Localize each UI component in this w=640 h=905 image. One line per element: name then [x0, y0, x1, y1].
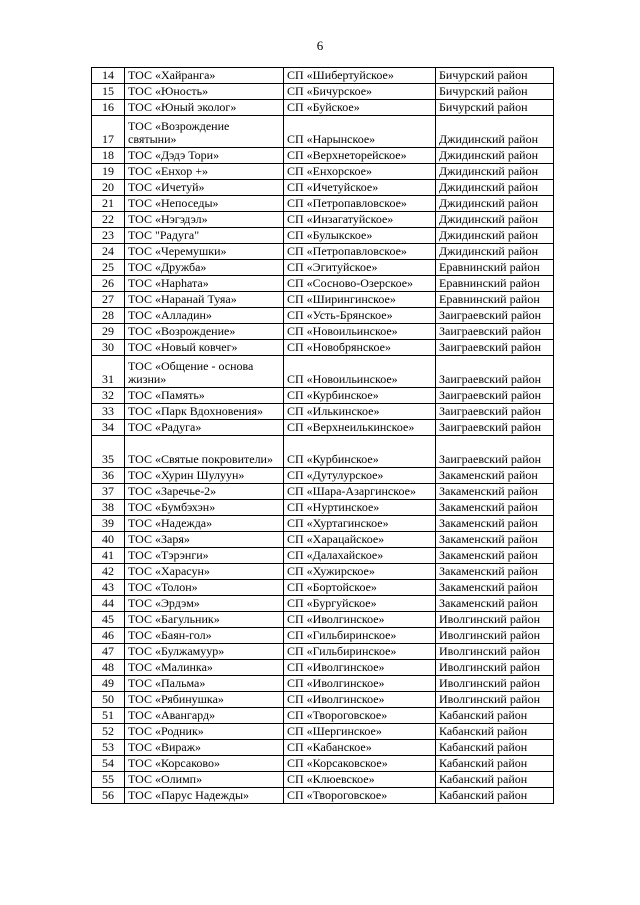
row-number-cell: 46: [92, 628, 125, 644]
district-cell: Заиграевский район: [436, 388, 554, 404]
district-cell: Еравнинский район: [436, 260, 554, 276]
row-number-cell: 34: [92, 420, 125, 436]
tos-name-cell: ТОС "Радуга": [125, 228, 284, 244]
settlement-cell: СП «Гильбиринское»: [284, 628, 436, 644]
district-cell: Закаменский район: [436, 548, 554, 564]
row-number-cell: 25: [92, 260, 125, 276]
table-row: [92, 484, 554, 500]
row-number-cell: 24: [92, 244, 125, 260]
district-cell: Закаменский район: [436, 532, 554, 548]
row-number-cell: 55: [92, 772, 125, 788]
tos-name-cell: ТОС «Юность»: [125, 84, 284, 100]
table-row: [92, 468, 554, 484]
table-row: [92, 292, 554, 308]
table-row: [92, 84, 554, 100]
settlement-cell: СП «Шибертуйское»: [284, 68, 436, 84]
settlement-cell: СП «Иволгинское»: [284, 612, 436, 628]
tos-name-cell: ТОС «Общение - основа жизни»: [125, 356, 284, 388]
row-number-cell: 50: [92, 692, 125, 708]
row-number-cell: 47: [92, 644, 125, 660]
row-number-cell: 36: [92, 468, 125, 484]
row-number-cell: 51: [92, 708, 125, 724]
table-row: [92, 340, 554, 356]
table-row: [92, 500, 554, 516]
row-number-cell: 29: [92, 324, 125, 340]
district-cell: Еравнинский район: [436, 292, 554, 308]
settlement-cell: СП «Булыкское»: [284, 228, 436, 244]
district-cell: Джидинский район: [436, 244, 554, 260]
tos-name-cell: ТОС «Дэдэ Тори»: [125, 148, 284, 164]
row-number-cell: 40: [92, 532, 125, 548]
district-cell: Иволгинский район: [436, 692, 554, 708]
tos-name-cell: ТОС «Рябинушка»: [125, 692, 284, 708]
tos-name-cell: ТОС «Наранай Туяа»: [125, 292, 284, 308]
row-number-cell: 30: [92, 340, 125, 356]
table-row: [92, 740, 554, 756]
row-number-cell: 42: [92, 564, 125, 580]
tos-name-cell: ТОС «Толон»: [125, 580, 284, 596]
row-number-cell: 44: [92, 596, 125, 612]
settlement-cell: СП «Бичурское»: [284, 84, 436, 100]
district-cell: Джидинский район: [436, 164, 554, 180]
settlement-cell: СП «Шара-Азаргинское»: [284, 484, 436, 500]
row-number-cell: 52: [92, 724, 125, 740]
table-row: [92, 532, 554, 548]
settlement-cell: СП «Усть-Брянское»: [284, 308, 436, 324]
district-cell: Кабанский район: [436, 772, 554, 788]
tos-name-cell: ТОС «Парк Вдохновения»: [125, 404, 284, 420]
row-number-cell: 35: [92, 436, 125, 468]
table-row: [92, 324, 554, 340]
settlement-cell: СП «Корсаковское»: [284, 756, 436, 772]
tos-name-cell: ТОС «Новый ковчег»: [125, 340, 284, 356]
settlement-cell: СП «Харацайское»: [284, 532, 436, 548]
tos-name-cell: ТОС «Булжамуур»: [125, 644, 284, 660]
settlement-cell: СП «Нарынское»: [284, 116, 436, 148]
table-row: [92, 644, 554, 660]
table-row: [92, 100, 554, 116]
district-cell: Заиграевский район: [436, 340, 554, 356]
row-number-cell: 28: [92, 308, 125, 324]
table-row: [92, 244, 554, 260]
tos-name-cell: ТОС «Енхор +»: [125, 164, 284, 180]
tos-name-cell: ТОС «Пальма»: [125, 676, 284, 692]
tos-name-cell: ТОС «Заречье-2»: [125, 484, 284, 500]
row-number-cell: 23: [92, 228, 125, 244]
tos-name-cell: ТОС «Надежда»: [125, 516, 284, 532]
settlement-cell: СП «Новоильинское»: [284, 324, 436, 340]
tos-name-cell: ТОС «Святые покровители»: [125, 436, 284, 468]
table-row: [92, 772, 554, 788]
tos-name-cell: ТОС «Юный эколог»: [125, 100, 284, 116]
row-number-cell: 21: [92, 196, 125, 212]
table-row: [92, 676, 554, 692]
table-row: [92, 516, 554, 532]
row-number-cell: 54: [92, 756, 125, 772]
settlement-cell: СП «Петропавловское»: [284, 244, 436, 260]
settlement-cell: СП «Кабанское»: [284, 740, 436, 756]
row-number-cell: 48: [92, 660, 125, 676]
settlement-cell: СП «Твороговское»: [284, 788, 436, 804]
district-cell: Бичурский район: [436, 100, 554, 116]
settlement-cell: СП «Шергинское»: [284, 724, 436, 740]
table-row: [92, 164, 554, 180]
settlement-cell: СП «Иволгинское»: [284, 660, 436, 676]
tos-name-cell: ТОС «Радуга»: [125, 420, 284, 436]
district-cell: Закаменский район: [436, 596, 554, 612]
tos-name-cell: ТОС «Память»: [125, 388, 284, 404]
table-row: [92, 68, 554, 84]
settlement-cell: СП «Енхорское»: [284, 164, 436, 180]
tos-name-cell: ТОС «Багульник»: [125, 612, 284, 628]
district-cell: Кабанский район: [436, 724, 554, 740]
table-row: [92, 612, 554, 628]
district-cell: Кабанский район: [436, 756, 554, 772]
tos-name-cell: ТОС «Родник»: [125, 724, 284, 740]
row-number-cell: 45: [92, 612, 125, 628]
settlement-cell: СП «Верхнеилькинское»: [284, 420, 436, 436]
settlement-cell: СП «Нуртинское»: [284, 500, 436, 516]
table-row: [92, 564, 554, 580]
tos-name-cell: ТОС «Нэгэдэл»: [125, 212, 284, 228]
table-row: [92, 116, 554, 148]
tos-name-cell: ТОС «Возрождение святыни»: [125, 116, 284, 148]
tos-name-cell: ТОС «Олимп»: [125, 772, 284, 788]
tos-name-cell: ТОС «Черемушки»: [125, 244, 284, 260]
settlement-cell: СП «Эгитуйское»: [284, 260, 436, 276]
table-row: [92, 628, 554, 644]
settlement-cell: СП «Ичетуйское»: [284, 180, 436, 196]
row-number-cell: 17: [92, 116, 125, 148]
settlement-cell: СП «Буйское»: [284, 100, 436, 116]
table-row: [92, 660, 554, 676]
district-cell: Иволгинский район: [436, 644, 554, 660]
row-number-cell: 20: [92, 180, 125, 196]
settlement-cell: СП «Сосново-Озерское»: [284, 276, 436, 292]
tos-name-cell: ТОС «Алладин»: [125, 308, 284, 324]
district-cell: Заиграевский район: [436, 404, 554, 420]
table-row: [92, 596, 554, 612]
settlement-cell: СП «Бургуйское»: [284, 596, 436, 612]
table-row: [92, 788, 554, 804]
table-row: [92, 260, 554, 276]
settlement-cell: СП «Бортойское»: [284, 580, 436, 596]
table-row: [92, 436, 554, 468]
row-number-cell: 15: [92, 84, 125, 100]
district-cell: Иволгинский район: [436, 628, 554, 644]
tos-name-cell: ТОС «Эрдэм»: [125, 596, 284, 612]
settlement-cell: СП «Курбинское»: [284, 436, 436, 468]
district-cell: Бичурский район: [436, 84, 554, 100]
district-cell: Джидинский район: [436, 228, 554, 244]
district-cell: Заиграевский район: [436, 324, 554, 340]
row-number-cell: 38: [92, 500, 125, 516]
row-number-cell: 53: [92, 740, 125, 756]
settlement-cell: СП «Далахайское»: [284, 548, 436, 564]
settlement-cell: СП «Твороговское»: [284, 708, 436, 724]
settlement-cell: СП «Гильбиринское»: [284, 644, 436, 660]
tos-name-cell: ТОС «Тэрэнги»: [125, 548, 284, 564]
table-row: [92, 180, 554, 196]
table-row: [92, 148, 554, 164]
tos-name-cell: ТОС «Хайранга»: [125, 68, 284, 84]
tos-name-cell: ТОС «Бумбэхэн»: [125, 500, 284, 516]
table-row: [92, 388, 554, 404]
settlement-cell: СП «Иволгинское»: [284, 676, 436, 692]
table-row: [92, 308, 554, 324]
district-cell: Джидинский район: [436, 196, 554, 212]
table-row: [92, 212, 554, 228]
district-cell: Иволгинский район: [436, 612, 554, 628]
tos-name-cell: ТОС «Заря»: [125, 532, 284, 548]
tos-name-cell: ТОС «Корсаково»: [125, 756, 284, 772]
table-row: [92, 756, 554, 772]
tos-name-cell: ТОС «Возрождение»: [125, 324, 284, 340]
tos-name-cell: ТОС «Ичетуй»: [125, 180, 284, 196]
row-number-cell: 19: [92, 164, 125, 180]
table-row: [92, 404, 554, 420]
district-cell: Заиграевский район: [436, 308, 554, 324]
district-cell: Закаменский район: [436, 564, 554, 580]
tos-name-cell: ТОС «Малинка»: [125, 660, 284, 676]
row-number-cell: 41: [92, 548, 125, 564]
district-cell: Закаменский район: [436, 484, 554, 500]
table-body: [92, 68, 554, 804]
settlement-cell: СП «Ширингинское»: [284, 292, 436, 308]
settlement-cell: СП «Верхнеторейское»: [284, 148, 436, 164]
tos-name-cell: ТОС «Авангард»: [125, 708, 284, 724]
row-number-cell: 14: [92, 68, 125, 84]
district-cell: Джидинский район: [436, 212, 554, 228]
district-cell: Заиграевский район: [436, 436, 554, 468]
row-number-cell: 33: [92, 404, 125, 420]
settlement-cell: СП «Хуртагинское»: [284, 516, 436, 532]
district-cell: Джидинский район: [436, 148, 554, 164]
table-row: [92, 548, 554, 564]
table-row: [92, 708, 554, 724]
district-cell: Кабанский район: [436, 788, 554, 804]
district-cell: Закаменский район: [436, 500, 554, 516]
tos-name-cell: ТОС «Баян-гол»: [125, 628, 284, 644]
row-number-cell: 31: [92, 356, 125, 388]
row-number-cell: 37: [92, 484, 125, 500]
district-cell: Кабанский район: [436, 708, 554, 724]
tos-name-cell: ТОС «Хурин Шулуун»: [125, 468, 284, 484]
district-cell: Иволгинский район: [436, 660, 554, 676]
row-number-cell: 18: [92, 148, 125, 164]
tos-registry-table: [91, 67, 554, 804]
tos-name-cell: ТОС «Дружба»: [125, 260, 284, 276]
settlement-cell: СП «Новобрянское»: [284, 340, 436, 356]
district-cell: Закаменский район: [436, 516, 554, 532]
page-number: 6: [316, 38, 324, 53]
settlement-cell: СП «Петропавловское»: [284, 196, 436, 212]
settlement-cell: СП «Хужирское»: [284, 564, 436, 580]
tos-name-cell: ТОС «Нарhата»: [125, 276, 284, 292]
row-number-cell: 27: [92, 292, 125, 308]
table-row: [92, 196, 554, 212]
district-cell: Джидинский район: [436, 116, 554, 148]
settlement-cell: СП «Иволгинское»: [284, 692, 436, 708]
settlement-cell: СП «Инзагатуйское»: [284, 212, 436, 228]
table-row: [92, 420, 554, 436]
district-cell: Еравнинский район: [436, 276, 554, 292]
district-cell: Заиграевский район: [436, 420, 554, 436]
tos-name-cell: ТОС «Непоседы»: [125, 196, 284, 212]
row-number-cell: 16: [92, 100, 125, 116]
tos-name-cell: ТОС «Парус Надежды»: [125, 788, 284, 804]
settlement-cell: СП «Курбинское»: [284, 388, 436, 404]
table-row: [92, 228, 554, 244]
row-number-cell: 32: [92, 388, 125, 404]
row-number-cell: 43: [92, 580, 125, 596]
row-number-cell: 26: [92, 276, 125, 292]
district-cell: Бичурский район: [436, 68, 554, 84]
row-number-cell: 22: [92, 212, 125, 228]
table-row: [92, 356, 554, 388]
row-number-cell: 39: [92, 516, 125, 532]
district-cell: Закаменский район: [436, 580, 554, 596]
tos-name-cell: ТОС «Вираж»: [125, 740, 284, 756]
table-row: [92, 724, 554, 740]
district-cell: Кабанский район: [436, 740, 554, 756]
row-number-cell: 49: [92, 676, 125, 692]
table-row: [92, 580, 554, 596]
district-cell: Заиграевский район: [436, 356, 554, 388]
table-row: [92, 276, 554, 292]
settlement-cell: СП «Клюевское»: [284, 772, 436, 788]
district-cell: Иволгинский район: [436, 676, 554, 692]
row-number-cell: 56: [92, 788, 125, 804]
table-row: [92, 692, 554, 708]
settlement-cell: СП «Илькинское»: [284, 404, 436, 420]
settlement-cell: СП «Новоильинское»: [284, 356, 436, 388]
district-cell: Джидинский район: [436, 180, 554, 196]
district-cell: Закаменский район: [436, 468, 554, 484]
settlement-cell: СП «Дутулурское»: [284, 468, 436, 484]
tos-name-cell: ТОС «Харасун»: [125, 564, 284, 580]
